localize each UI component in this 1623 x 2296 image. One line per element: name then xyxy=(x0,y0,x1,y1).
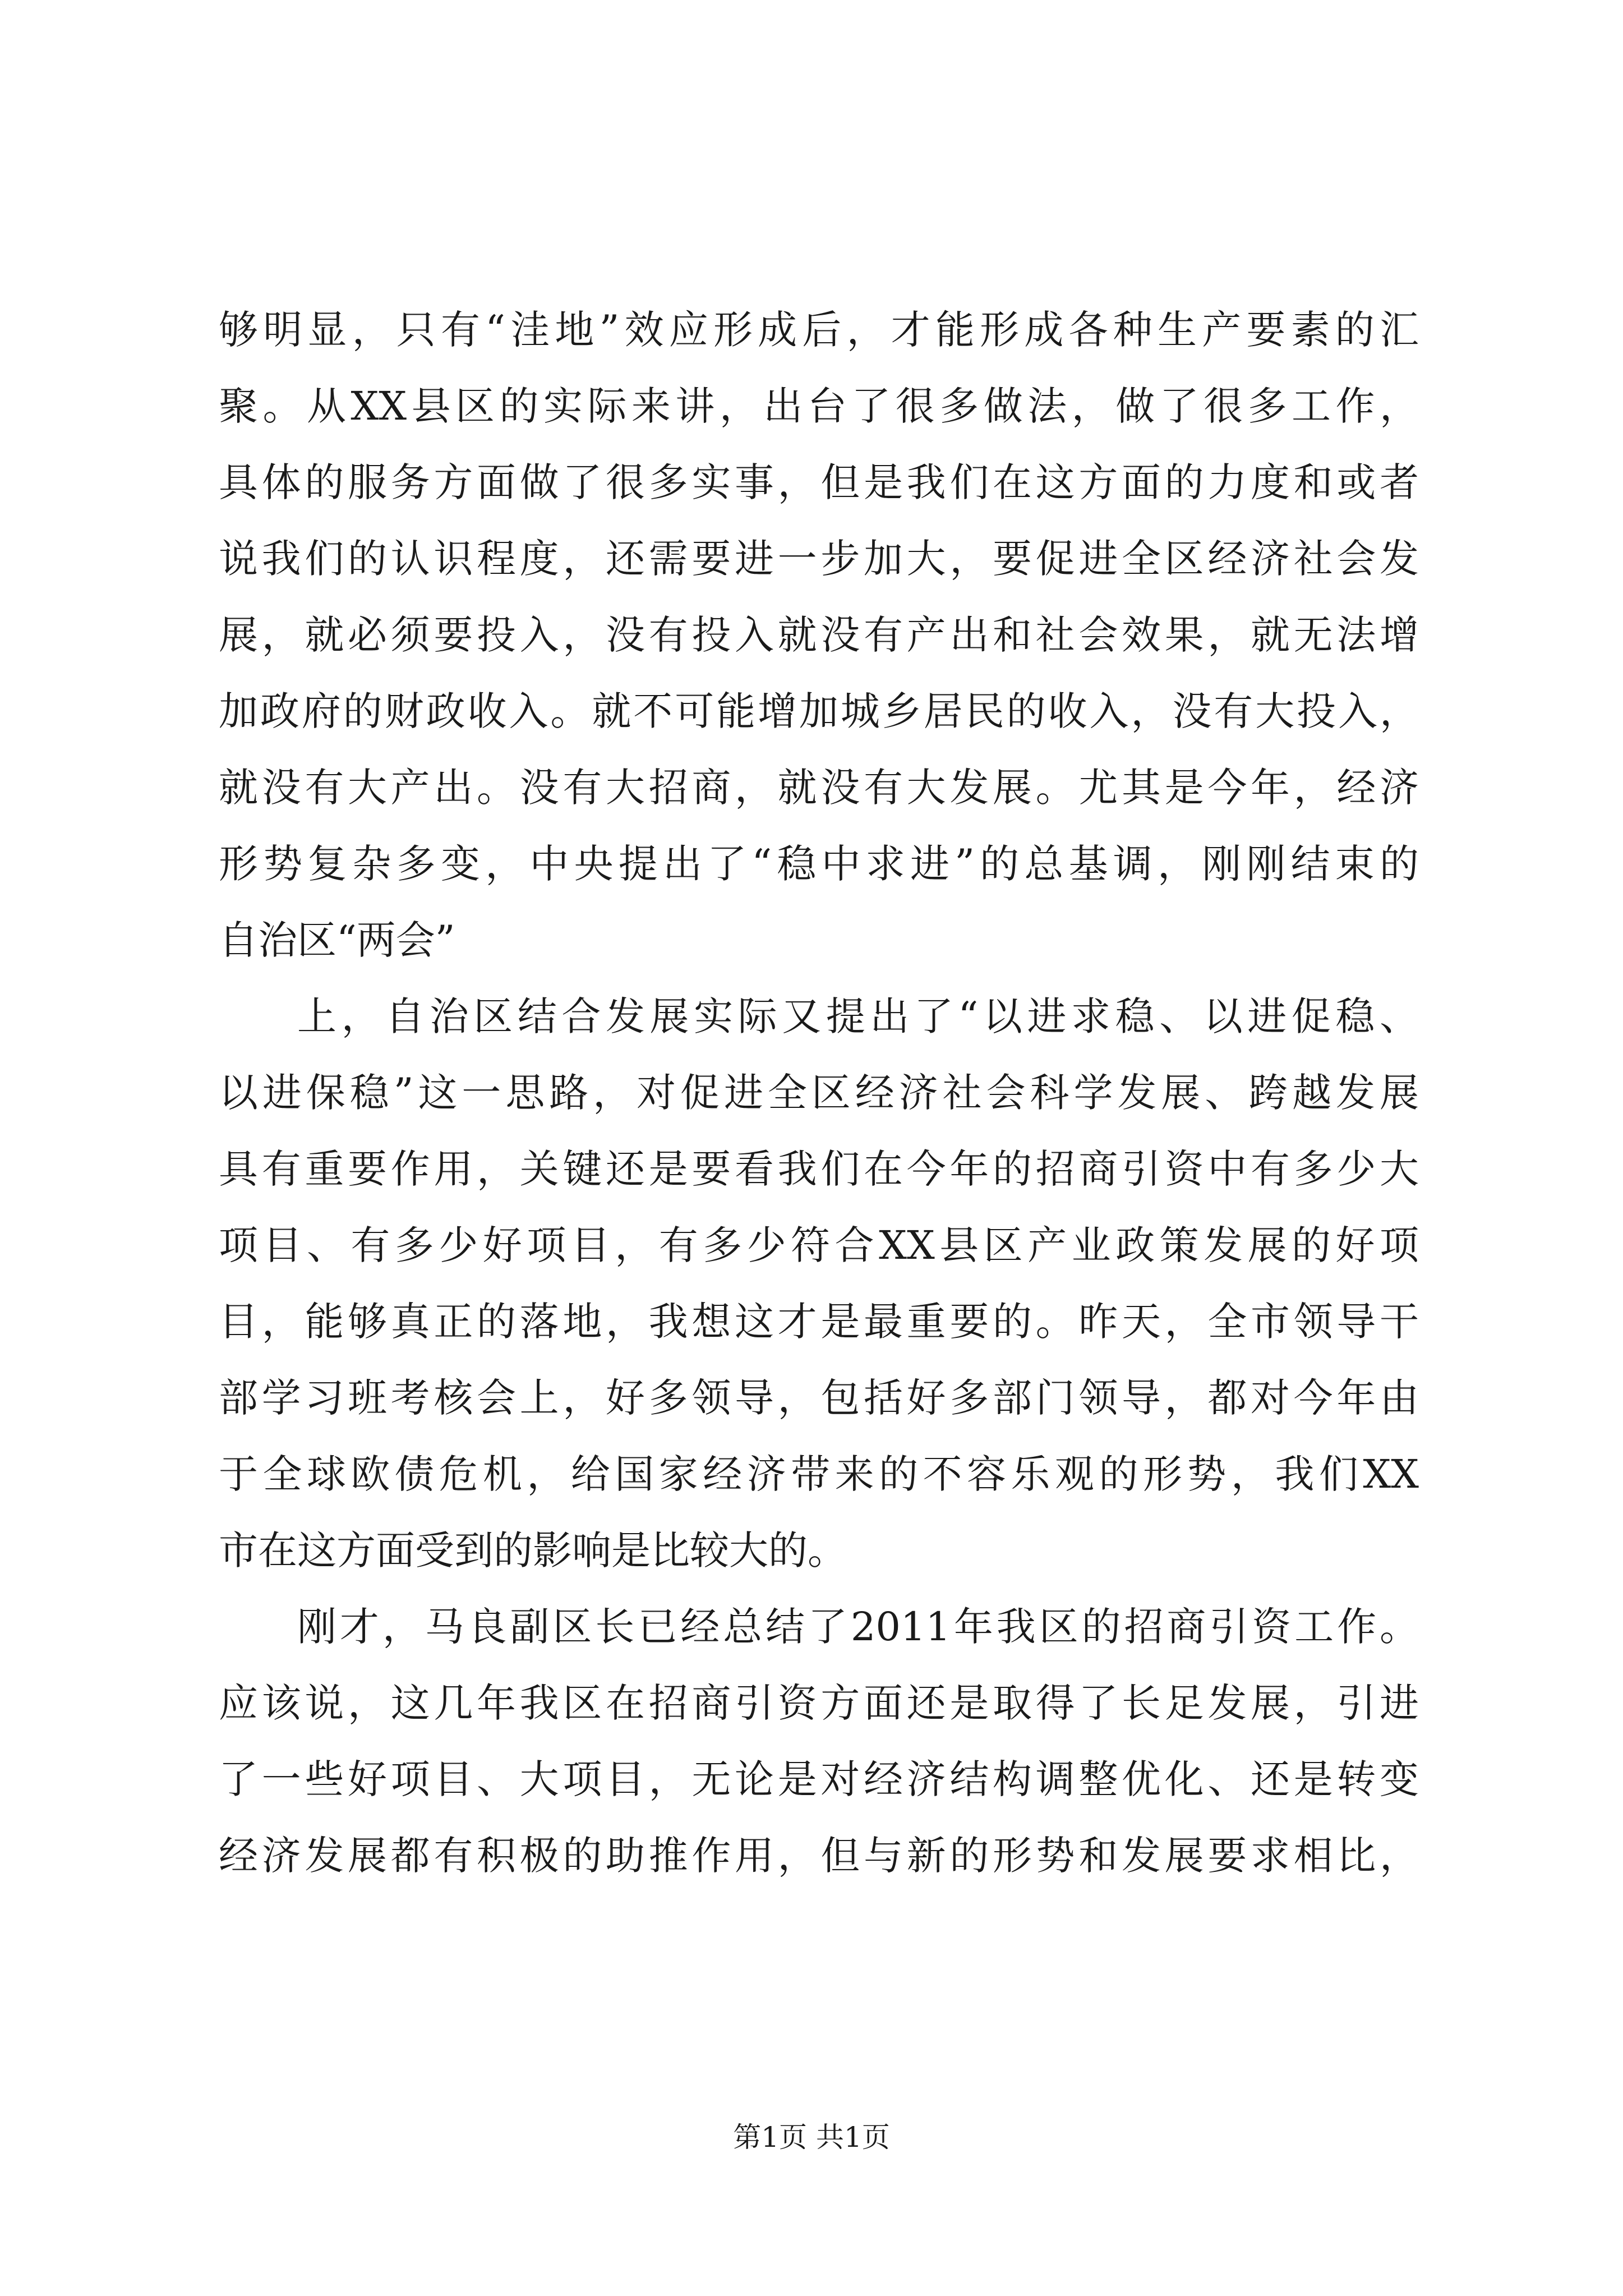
text-line: 够明显，只有“洼地”效应形成后，才能形成各种生产要素的汇 xyxy=(219,307,1419,353)
text-line: 聚。从XX县区的实际来讲，出台了很多做法，做了很多工作， xyxy=(219,383,1419,429)
body-text xyxy=(219,292,1419,1894)
text-line: 于全球欧债危机，给国家经济带来的不容乐观的形势，我们XX xyxy=(219,1451,1419,1497)
text-line: 具有重要作用，关键还是要看我们在今年的招商引资中有多少大 xyxy=(219,1146,1419,1192)
text-line: 展，就必须要投入，没有投入就没有产出和社会效果，就无法增 xyxy=(219,612,1419,658)
text-line: 说我们的认识程度，还需要进一步加大，要促进全区经济社会发 xyxy=(219,536,1419,582)
text-line: 刚才，马良副区长已经总结了2011年我区的招商引资工作。 xyxy=(297,1604,1419,1650)
text-line: 了一些好项目、大项目，无论是对经济结构调整优化、还是转变 xyxy=(219,1756,1419,1802)
text-line: 项目、有多少好项目，有多少符合XX县区产业政策发展的好项 xyxy=(219,1222,1419,1268)
page-footer xyxy=(0,2115,1623,2160)
text-line: 自治区“两会” xyxy=(219,917,455,963)
text-line: 加政府的财政收入。就不可能增加城乡居民的收入，没有大投入， xyxy=(219,688,1419,734)
text-line: 以进保稳”这一思路，对促进全区经济社会科学发展、跨越发展 xyxy=(219,1070,1419,1116)
text-line: 就没有大产出。没有大招商，就没有大发展。尤其是今年，经济 xyxy=(219,765,1419,811)
text-line: 具体的服务方面做了很多实事，但是我们在这方面的力度和或者 xyxy=(219,459,1419,505)
text-line: 经济发展都有积极的助推作用，但与新的形势和发展要求相比， xyxy=(219,1833,1419,1879)
text-line: 上，自治区结合发展实际又提出了“以进求稳、以进促稳、 xyxy=(297,993,1419,1039)
text-line: 市在这方面受到的影响是比较大的。 xyxy=(219,1527,847,1573)
text-line: 形势复杂多变，中央提出了“稳中求进”的总基调，刚刚结束的 xyxy=(219,841,1419,887)
text-line: 应该说，这几年我区在招商引资方面还是取得了长足发展，引进 xyxy=(219,1680,1419,1726)
page-number-label: 第1页 共1页 xyxy=(733,2121,890,2154)
text-line: 目，能够真正的落地，我想这才是最重要的。昨天，全市领导干 xyxy=(219,1299,1419,1345)
text-line: 部学习班考核会上，好多领导，包括好多部门领导，都对今年由 xyxy=(219,1375,1419,1421)
